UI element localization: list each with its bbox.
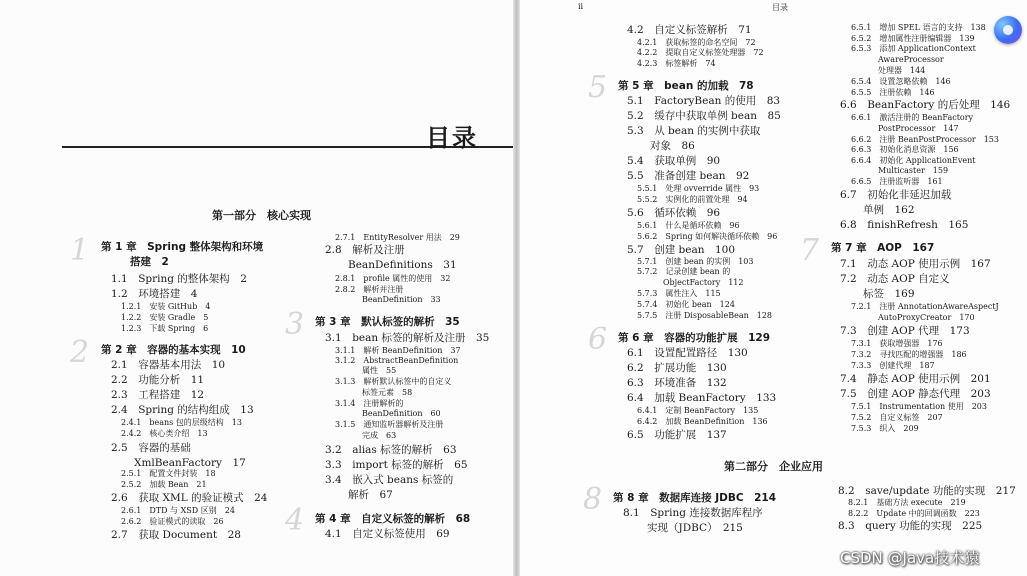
book-spine xyxy=(513,0,520,576)
toc-subsection-entry: 6.4.1 定制 BeanFactory 135 xyxy=(637,406,759,415)
toc-subsection-entry: 5.7.4 初始化 bean 124 xyxy=(637,300,735,309)
toc-section-entry: 4.2 自定义标签解析 71 xyxy=(627,24,752,36)
toc-subsection-entry: 5.7.2 记录创建 bean 的 xyxy=(637,267,731,276)
toc-section-entry: 解析 67 xyxy=(348,489,393,501)
toc-section-entry: 6.1 设置配置路径 130 xyxy=(627,347,748,359)
toc-section-entry: 7.4 静态 AOP 使用示例 201 xyxy=(840,373,991,385)
toc-subsection-entry: 8.2.2 Update 中的回调函数 223 xyxy=(848,509,980,518)
toc-chapter-entry: 第 3 章 默认标签的解析 35 xyxy=(315,316,460,328)
toc-subsection-entry: 2.8.1 profile 属性的使用 32 xyxy=(335,274,451,283)
toc-section-entry: 7.3 创建 AOP 代理 173 xyxy=(840,325,970,337)
toc-subsection-entry: 5.7.5 注册 DisposableBean 128 xyxy=(637,311,773,320)
toc-section-entry: 7.5 创建 AOP 静态代理 203 xyxy=(840,388,991,400)
toc-subsection-entry: 6.6.3 初始化消息资源 156 xyxy=(851,145,959,154)
toc-subsection-entry: 1.2.3 下载 Spring 6 xyxy=(121,324,209,333)
toc-subsection-entry: 5.5.1 处理 ovverride 属性 93 xyxy=(637,184,760,193)
running-header-title: 目录 xyxy=(772,3,788,12)
toc-subsection-entry: BeanDefinition 60 xyxy=(362,409,441,418)
chapter-number-1: 1 xyxy=(70,233,90,268)
toc-subsection-entry: 7.3.3 创建代理 187 xyxy=(851,361,935,370)
toc-section-entry: 5.1 FactoryBean 的使用 83 xyxy=(627,95,781,107)
toc-subsection-entry: 5.5.2 实例化的前置处理 94 xyxy=(637,195,748,204)
toc-subsection-entry: 2.6.2 验证模式的读取 26 xyxy=(121,517,224,526)
toc-subsection-entry: 处理器 144 xyxy=(878,66,926,75)
toc-subsection-entry: BeanDefinition 33 xyxy=(362,295,441,304)
toc-section-entry: 6.2 扩展功能 130 xyxy=(627,362,727,374)
toc-section-entry: 7.2 动态 AOP 自定义 xyxy=(840,273,950,285)
toc-section-entry: 3.3 import 标签的解析 65 xyxy=(325,459,468,471)
toc-section-entry: 5.7 创建 bean 100 xyxy=(627,244,736,256)
toc-subsection-entry: 2.4.1 beans 包的层级结构 13 xyxy=(121,418,242,427)
running-header-page-number: ii xyxy=(578,2,584,11)
toc-section-entry: 2.5 容器的基础 xyxy=(111,442,191,454)
toc-chapter-entry: 搭建 2 xyxy=(130,256,169,268)
toc-section-entry: 2.7 获取 Document 28 xyxy=(111,529,241,541)
toc-chapter-entry: 第 6 章 容器的功能扩展 129 xyxy=(618,332,771,344)
toc-chapter-entry: 第 4 章 自定义标签的解析 68 xyxy=(315,513,471,525)
toc-subsection-entry: 7.3.1 获取增强器 176 xyxy=(851,339,943,348)
toc-subsection-entry: 8.2.1 基础方法 execute 219 xyxy=(848,498,966,507)
toc-section-entry: 4.1 自定义标签使用 69 xyxy=(325,528,450,540)
toc-subsection-entry: 标签元素 58 xyxy=(362,388,413,397)
toc-section-entry: 6.6 BeanFactory 的后处理 146 xyxy=(840,99,1011,111)
toc-subsection-entry: 1.2.2 安装 Gradle 5 xyxy=(121,313,209,322)
toc-subsection-entry: PostProcessor 147 xyxy=(878,124,959,133)
toc-section-entry: 标签 169 xyxy=(863,288,915,300)
toc-subsection-entry: 属性 55 xyxy=(362,366,397,375)
toc-subsection-entry: 6.5.3 添加 ApplicationContext xyxy=(851,44,976,53)
toc-subsection-entry: 7.3.2 寻找匹配的增强器 186 xyxy=(851,350,967,359)
toc-subsection-entry: 2.7.1 EntityResolver 用法 29 xyxy=(335,233,460,242)
toc-section-entry: 实现（JDBC） 215 xyxy=(647,522,743,534)
toc-subsection-entry: AutoProxyCreator 170 xyxy=(878,313,975,322)
chapter-number-7: 7 xyxy=(800,233,820,268)
toc-section-entry: 2.3 工程搭建 12 xyxy=(111,389,205,401)
toc-section-entry: 5.2 缓存中获取单例 bean 85 xyxy=(627,110,781,122)
toc-subsection-entry: 5.7.3 属性注入 115 xyxy=(637,289,721,298)
toc-section-entry: 5.3 从 bean 的实例中获取 xyxy=(627,125,761,137)
part-two-title: 第二部分 企业应用 xyxy=(724,460,823,473)
toc-section-entry: 2.4 Spring 的结构组成 13 xyxy=(111,404,254,416)
toc-subsection-entry: 6.5.2 增加属性注册编辑器 139 xyxy=(851,34,975,43)
toc-section-entry: 6.8 finishRefresh 165 xyxy=(840,219,969,231)
toc-chapter-entry: 第 7 章 AOP 167 xyxy=(831,242,935,254)
toc-section-entry: 8.3 query 功能的实现 225 xyxy=(838,520,983,532)
toc-section-entry: 1.2 环境搭建 4 xyxy=(111,288,198,300)
toc-section-entry: XmlBeanFactory 17 xyxy=(134,457,246,469)
toc-chapter-entry: 第 5 章 bean 的加载 78 xyxy=(618,80,754,92)
toc-subsection-entry: 6.5.4 设置忽略依赖 146 xyxy=(851,77,951,86)
toc-subsection-entry: 6.6.5 注册监听器 161 xyxy=(851,177,943,186)
toc-subsection-entry: 完成 63 xyxy=(362,431,397,440)
toc-subsection-entry: 7.2.1 注册 AnnotationAwareAspectJ xyxy=(851,302,999,311)
toc-subsection-entry: 2.4.2 核心类介绍 13 xyxy=(121,429,208,438)
toc-section-entry: 6.7 初始化非延迟加载 xyxy=(840,189,952,201)
toc-subsection-entry: 2.6.1 DTD 与 XSD 区别 24 xyxy=(121,506,235,515)
toc-subsection-entry: 6.4.2 加载 BeanDefinition 136 xyxy=(637,417,768,426)
toc-section-entry: 6.4 加载 BeanFactory 133 xyxy=(627,392,777,404)
toc-subsection-entry: 5.7.1 创建 bean 的实例 103 xyxy=(637,257,754,266)
toc-section-entry: 7.1 动态 AOP 使用示例 167 xyxy=(840,258,991,270)
toc-chapter-entry: 第 2 章 容器的基本实现 10 xyxy=(101,344,246,356)
toc-subsection-entry: 5.6.1 什么是循环依赖 96 xyxy=(637,221,740,230)
toc-subsection-entry: 6.6.4 初始化 ApplicationEvent xyxy=(851,156,976,165)
chapter-number-3: 3 xyxy=(285,307,305,342)
toc-subsection-entry: 4.2.1 获取标签的命名空间 72 xyxy=(637,38,756,47)
toc-section-entry: 3.2 alias 标签的解析 63 xyxy=(325,444,457,456)
toc-title: 目录 xyxy=(426,124,478,152)
csdn-watermark: CSDN @Java技术猿 xyxy=(840,549,980,567)
toc-subsection-entry: 6.6.1 激活注册的 BeanFactory xyxy=(851,113,974,122)
toc-subsection-entry: 4.2.3 标签解析 74 xyxy=(637,59,716,68)
toc-subsection-entry: 5.6.2 Spring 如何解决循环依赖 96 xyxy=(637,232,778,241)
toc-chapter-entry: 第 8 章 数据库连接 JDBC 214 xyxy=(613,492,777,504)
toc-subsection-entry: 7.5.3 织入 209 xyxy=(851,424,919,433)
toc-subsection-entry: AwareProcessor xyxy=(878,55,944,64)
toc-section-entry: 2.6 获取 XML 的验证模式 24 xyxy=(111,492,268,504)
toc-section-entry: 单例 162 xyxy=(863,204,915,216)
toc-subsection-entry: 6.5.5 注册依赖 146 xyxy=(851,88,935,97)
toc-subsection-entry: 3.1.3 解析默认标签中的自定义 xyxy=(335,377,452,386)
toc-subsection-entry: 3.1.5 通知监听器解析及注册 xyxy=(335,420,444,429)
toc-subsection-entry: 2.5.2 加载 Bean 21 xyxy=(121,480,207,489)
chapter-number-6: 6 xyxy=(588,322,608,357)
toc-subsection-entry: 1.2.1 安装 GitHub 4 xyxy=(121,302,211,311)
part-one-title: 第一部分 核心实现 xyxy=(212,209,311,222)
toc-subsection-entry: 6.5.1 增加 SPEL 语言的支持 138 xyxy=(851,23,986,32)
toc-subsection-entry: 2.8.2 解析并注册 xyxy=(335,285,404,294)
toc-section-entry: 3.1 bean 标签的解析及注册 35 xyxy=(325,332,490,344)
toc-section-entry: 5.4 获取单例 90 xyxy=(627,155,721,167)
toc-subsection-entry: Multicaster 159 xyxy=(878,166,949,175)
toc-section-entry: 3.4 嵌入式 beans 标签的 xyxy=(325,474,454,486)
toc-subsection-entry: 4.2.2 提取自定义标签处理器 72 xyxy=(637,48,764,57)
toc-section-entry: 6.3 环境准备 132 xyxy=(627,377,727,389)
toc-subsection-entry: 7.5.1 Instrumentation 使用 203 xyxy=(851,402,987,411)
toc-subsection-entry: 6.6.2 注册 BeanPostProcessor 153 xyxy=(851,135,999,144)
toc-section-entry: 对象 86 xyxy=(650,140,695,152)
toc-section-entry: 5.6 循环依赖 96 xyxy=(627,207,721,219)
toc-section-entry: 8.2 save/update 功能的实现 217 xyxy=(838,485,1016,497)
toc-subsection-entry: 2.5.1 配置文件封装 18 xyxy=(121,469,216,478)
toc-section-entry: 8.1 Spring 连接数据库程序 xyxy=(623,507,763,519)
toc-subsection-entry: 3.1.1 解析 BeanDefinition 37 xyxy=(335,346,461,355)
toc-section-entry: 5.5 准备创建 bean 92 xyxy=(627,170,750,182)
toc-section-entry: 2.8 解析及注册 xyxy=(325,244,405,256)
chapter-number-2: 2 xyxy=(70,335,90,370)
toc-subsection-entry: 3.1.4 注册解析的 xyxy=(335,399,404,408)
chapter-number-4: 4 xyxy=(285,503,305,538)
assistant-icon[interactable] xyxy=(994,16,1022,44)
toc-section-entry: 6.5 功能扩展 137 xyxy=(627,429,727,441)
toc-subsection-entry: ObjectFactory 112 xyxy=(663,278,744,287)
toc-section-entry: 2.1 容器基本用法 10 xyxy=(111,359,226,371)
toc-subsection-entry: 7.5.2 自定义标签 207 xyxy=(851,413,943,422)
chapter-number-5: 5 xyxy=(588,70,608,105)
toc-chapter-entry: 第 1 章 Spring 整体架构和环境 xyxy=(101,241,264,253)
toc-section-entry: 1.1 Spring 的整体架构 2 xyxy=(111,273,247,285)
toc-section-entry: 2.2 功能分析 11 xyxy=(111,374,205,386)
toc-subsection-entry: 3.1.2 AbstractBeanDefinition xyxy=(335,356,459,365)
toc-section-entry: BeanDefinitions 31 xyxy=(348,259,457,271)
chapter-number-8: 8 xyxy=(583,482,603,517)
